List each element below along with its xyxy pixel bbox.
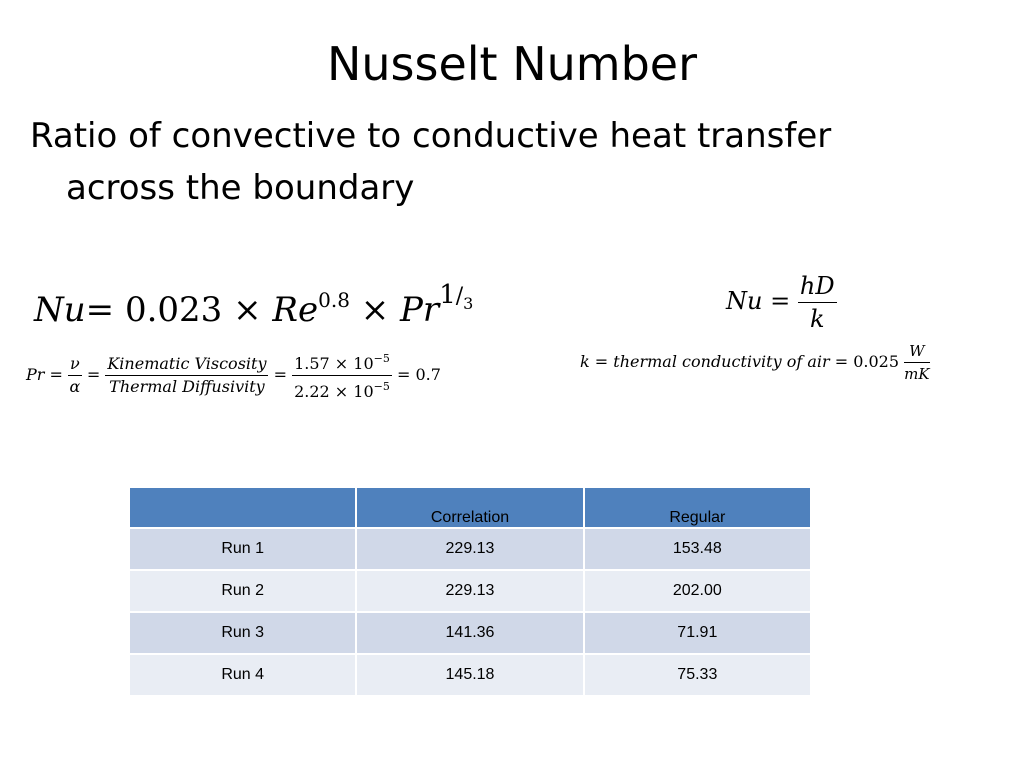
pr-frac1-denominator: α bbox=[69, 377, 81, 396]
k-unit-fraction bbox=[904, 340, 929, 385]
k-value: = 0.025 bbox=[829, 352, 900, 371]
nu-symbol: Nu bbox=[34, 290, 86, 330]
slide-title: Nusselt Number bbox=[326, 37, 698, 91]
table-header-row bbox=[129, 487, 811, 528]
correlation-value: 145.18 bbox=[356, 654, 583, 696]
pr-symbol: Pr bbox=[400, 290, 440, 330]
header-cell-regular: Regular bbox=[584, 487, 811, 528]
pr-result: = 0.7 bbox=[396, 365, 441, 384]
nu-definition-lhs: Nu bbox=[726, 287, 763, 315]
table-row bbox=[129, 654, 811, 696]
pr-fraction-words bbox=[105, 353, 268, 398]
header-cell-correlation: Correlation bbox=[356, 487, 583, 528]
run-label: Run 1 bbox=[129, 528, 356, 570]
regular-value: 202.00 bbox=[584, 570, 811, 612]
run-label: Run 2 bbox=[129, 570, 356, 612]
pr-fraction-values bbox=[292, 348, 392, 403]
k-definition: k = thermal conductivity of air bbox=[580, 352, 830, 371]
run-label: Run 3 bbox=[129, 612, 356, 654]
re-exponent: 0.8 bbox=[318, 288, 350, 312]
pr-frac3-numerator: $1.57 \times 10^{-5}$ bbox=[292, 348, 392, 376]
k-denominator: k bbox=[809, 305, 825, 333]
hd-over-k-fraction bbox=[798, 270, 837, 335]
correlation-value: 141.36 bbox=[356, 612, 583, 654]
slide-subtitle bbox=[30, 114, 990, 210]
pr-exponent-denominator: 3 bbox=[463, 294, 474, 313]
regular-value: 153.48 bbox=[584, 528, 811, 570]
regular-value: 71.91 bbox=[584, 612, 811, 654]
k-unit-denominator: mK bbox=[904, 365, 930, 383]
subtitle-line-2: across the boundary bbox=[66, 168, 415, 208]
thermal-conductivity-equation bbox=[580, 340, 930, 385]
pr-frac2-denominator: Thermal Diffusivity bbox=[109, 377, 265, 396]
times-symbol: × bbox=[349, 290, 401, 330]
pr-frac1-numerator: ν bbox=[68, 353, 82, 376]
nusselt-correlation-equation bbox=[34, 280, 473, 330]
subtitle-line-1: Ratio of convective to conductive heat transfer bbox=[30, 116, 832, 156]
regular-value: 75.33 bbox=[584, 654, 811, 696]
prandtl-equation: Pr = $\frac{\nu}{\alpha}$ = $\frac{\text{Kinematic Viscosity}}{\text{Thermal Diffusivity}}$ = $\frac{1.57 \times 10^{-5}}{2.22 \times 10^{-5}}$ = 0.7 bbox=[26, 348, 441, 403]
run-label: Run 4 bbox=[129, 654, 356, 696]
nusselt-definition-equation: Nu = $\frac{hD}{k}$ bbox=[726, 272, 835, 333]
table-row bbox=[129, 528, 811, 570]
pr-fraction-nu-alpha bbox=[68, 353, 82, 398]
table-row bbox=[129, 570, 811, 612]
pr-exponent-numerator: 1 bbox=[439, 280, 456, 310]
results-table bbox=[128, 486, 812, 697]
pr-frac2-numerator: Kinematic Viscosity bbox=[105, 353, 268, 376]
k-unit-numerator: W bbox=[904, 340, 929, 363]
pr-frac3-denominator: $2.22 \times 10^{-5}$ bbox=[294, 380, 390, 401]
hd-numerator: hD bbox=[798, 270, 837, 303]
header-cell-empty bbox=[129, 487, 356, 528]
correlation-value: 229.13 bbox=[356, 528, 583, 570]
pr-lhs: Pr bbox=[26, 365, 45, 384]
pr-exponent: 1/3 bbox=[439, 280, 474, 313]
re-symbol: Re bbox=[272, 290, 319, 330]
nu-coefficient: = 0.023 × bbox=[85, 290, 273, 330]
correlation-value: 229.13 bbox=[356, 570, 583, 612]
table-row bbox=[129, 612, 811, 654]
